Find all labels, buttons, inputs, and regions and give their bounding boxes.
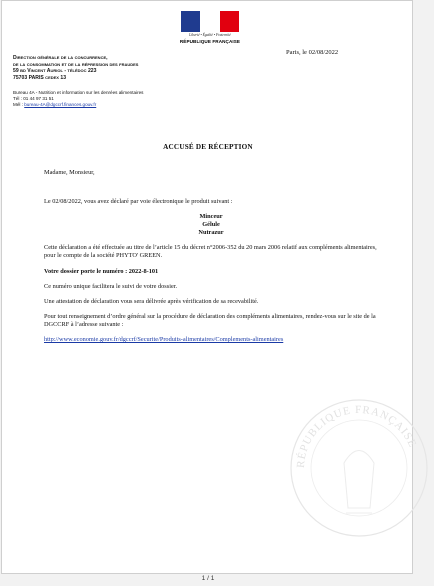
page-indicator: 1 / 1 [201,575,215,582]
seal-text: RÉPUBLIQUE FRANÇAISE [294,403,419,469]
product-line: Gélule [202,221,220,228]
sender-line-3: 59 bd Vincent Auriol - télédoc 223 [13,68,97,75]
attestation-note: Une attestation de déclaration vous sera délivrée après vérification de sa recevabilité. [44,298,259,305]
email-link[interactable]: bureau-4A@dgccrf.finances.gouv.fr [24,102,97,107]
intro-paragraph: Le 02/08/2022, vous avez déclaré par voie électronique le produit suivant : [44,198,233,205]
tricolor-flag-icon [181,11,239,32]
dossier-number: Votre dossier porte le numéro : 2022-8-101 [44,268,159,275]
product-name-block [44,213,378,237]
product-line: Minceur [199,213,223,220]
bureau-email-row [13,102,143,108]
unique-number-note: Ce numéro unique facilitera le suivi de votre dossier. [44,283,178,290]
date-line: Paris, le 02/08/2022 [286,49,339,56]
sender-line-1: Direction générale de la concurrence, [13,55,108,61]
sender-address [13,55,138,81]
sender-line-2: de la consommation et de la répression des fraudes [13,61,139,68]
republique-seal-watermark [284,393,434,543]
product-line: Nutrazur [198,229,224,236]
url-row [44,336,378,344]
email-label: Mél : [13,102,25,107]
declaration-paragraph: Cette déclaration a été effectuée au titre de l’article 15 du décret n°2006-352 du 20 mars 2006 relatif aux compléments alimentaires, pour le compte de la société PHYTO' GREEN. [44,244,377,259]
marianne-logo [179,11,241,49]
greeting: Madame, Monsieur, [44,169,95,176]
bureau-contact [13,90,143,108]
motto: Liberté • Égalité • Fraternité [189,33,231,37]
republic-label: RÉPUBLIQUE FRANÇAISE [179,39,241,44]
info-paragraph: Pour tout renseignement d’ordre général sur la procédure de déclaration des compléments alimentaires, rendez-vous sur le site de la DGCCRF à l’adresse suivante : [44,313,376,328]
document-title: ACCUSÉ DE RÉCEPTION [163,143,253,151]
dgccrf-url-link[interactable]: http://www.economie.gouv.fr/dgccrf/Securite/Produits-alimentaires/Complements-alimentaires [44,336,284,343]
sender-line-4: 75703 PARIS cedex 13 [13,74,67,81]
bureau-phone: Tél : 01 44 97 31 51 [13,96,54,101]
bureau-name: Bureau 4A - Nutrition et information sur les denrées alimentaires [13,90,144,95]
document-page [1,0,419,574]
